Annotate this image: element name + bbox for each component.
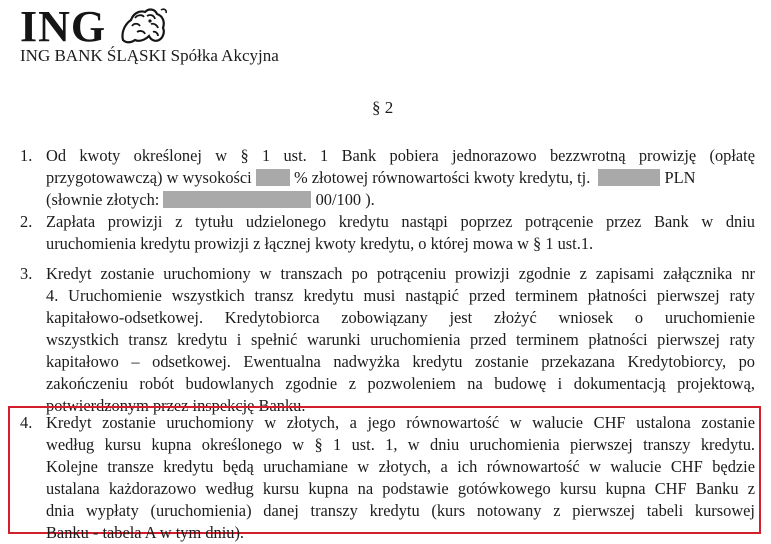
paragraph-1 [20, 145, 755, 211]
text-line [46, 189, 755, 211]
paragraph-number: 2. [20, 212, 33, 231]
text-line: Kredyt zostanie uruchomiony w złotych, a jego równowartość w walucie CHF ustalona zostanie [46, 413, 755, 432]
text-fragment: 00/100 ). [315, 190, 375, 209]
logo-text: ING [20, 2, 107, 51]
paragraph-number: 3. [20, 264, 33, 283]
redaction-bar [256, 169, 290, 186]
redaction-bar [598, 169, 660, 186]
text-fragment: % złotowej równowartości kwoty kredytu, tj. [293, 168, 591, 187]
text-fragment: (słownie złotych: [46, 190, 160, 209]
section-title: § 2 [372, 98, 394, 117]
text-line: 4. Uruchomienie wszystkich transz kredytu musi nastąpić przed terminem płatności pierwszej raty [46, 286, 755, 305]
text-line: kapitałowo-odsetkowej. Kredytobiorca zobowiązany jest złożyć wniosek o uruchomienie [46, 308, 755, 327]
text-line: Od kwoty określonej w § 1 ust. 1 Bank pobiera jednorazowo bezzwrotną prowizję (opłatę [46, 146, 755, 165]
bank-name: ING BANK ŚLĄSKI Spółka Akcyjna [20, 46, 279, 65]
text-line: Zapłata prowizji z tytułu udzielonego kredytu nastąpi poprzez potrącenie przez Bank w dniu [46, 212, 755, 231]
lion-icon [117, 6, 169, 46]
text-fragment: PLN [664, 168, 696, 187]
paragraph-4 [20, 412, 755, 544]
text-line: według kursu kupna określonego w § 1 ust. 1, w dniu uruchomienia pierwszej transzy kredytu. [46, 435, 755, 454]
text-line: dnia wypłaty (uruchomienia) danej transzy kredytu (kurs notowany z pierwszej tabeli kursowej [46, 501, 755, 520]
paragraph-number: 1. [20, 146, 33, 165]
text-line: Kolejne transze kredytu będą uruchamiane w złotych, a ich równowartość w walucie CHF będzie [46, 457, 755, 476]
paragraph-2 [20, 211, 755, 255]
text-line: kapitałowo – odsetkowej. Ewentualna nadwyżka kredytu zostanie przekazana Kredytobiorcy, po [46, 352, 755, 371]
redaction-bar [163, 191, 311, 208]
text-line [46, 167, 755, 189]
paragraph-number: 4. [20, 413, 33, 432]
text-fragment: przygotowawczą) w wysokości [46, 168, 252, 187]
text-line: wszystkich transz kredytu i spełnić warunki uruchomienia przed terminem płatności pierwszej raty [46, 330, 755, 349]
text-line: uruchomienia kredytu prowizji z łącznej kwoty kredytu, o której mowa w § 1 ust.1. [46, 234, 594, 253]
text-line: Kredyt zostanie uruchomiony w transzach po potrąceniu prowizji zgodnie z zapisami załącznika nr [46, 264, 755, 283]
text-line: ustalana każdorazowo według kursu kupna na podstawie gotówkowego kursu kupna CHF Banku z [46, 479, 755, 498]
text-line: zakończeniu robót budowlanych zgodnie z pozwoleniem na budowę i dokumentacją projektową, [46, 374, 755, 393]
text-line: potwierdzonym przez inspekcję Banku. [46, 396, 306, 415]
ing-logo [20, 4, 280, 68]
paragraph-3 [20, 263, 755, 417]
text-line: Banku - tabela A w tym dniu). [46, 523, 245, 542]
